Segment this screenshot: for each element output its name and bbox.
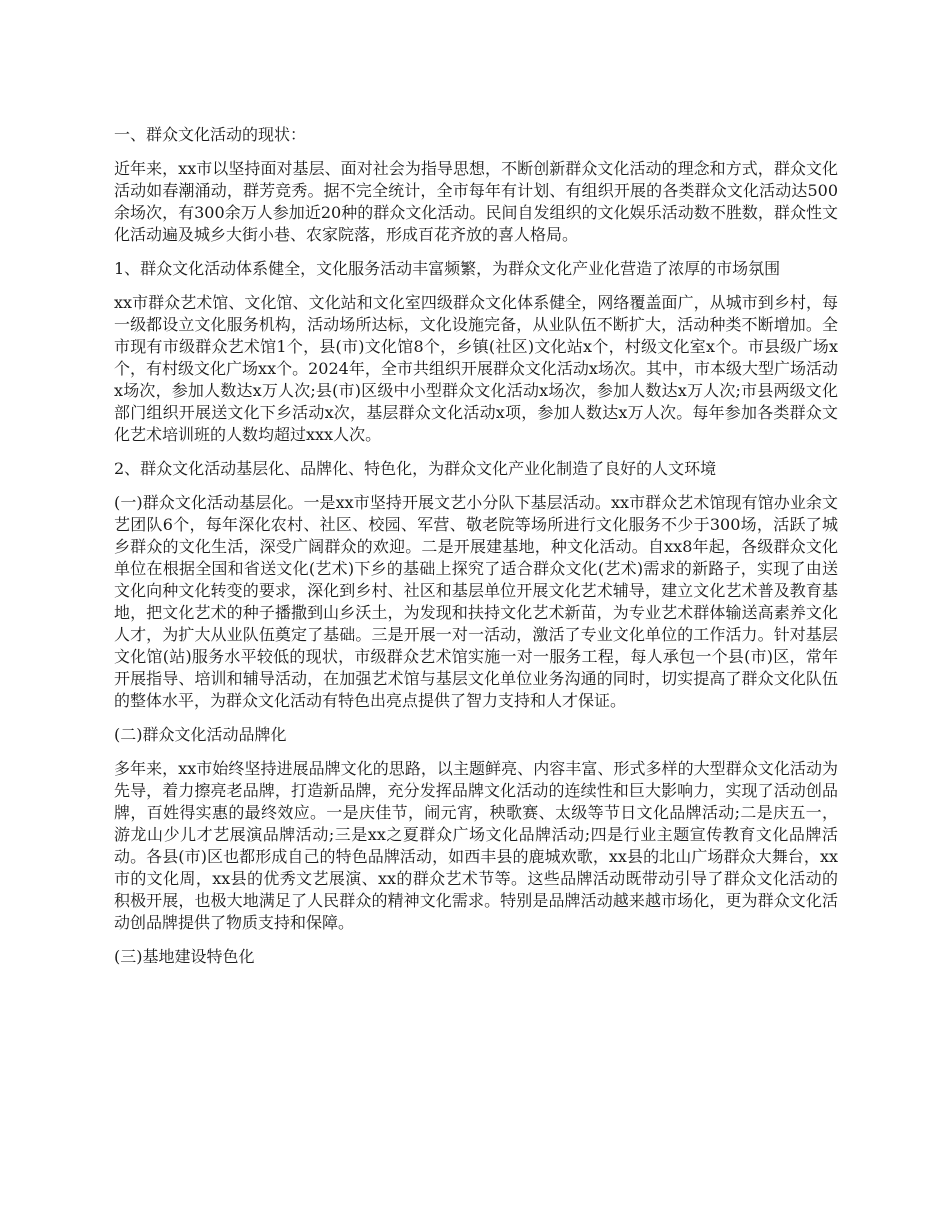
paragraph-intro: 近年来，xx市以坚持面对基层、面对社会为指导思想，不断创新群众文化活动的理念和方式，群众文化活动如春潮涌动，群芳竞秀。据不完全统计，全市每年有计划、有组织开展的各类群众文化活动达500余场次，有300余万人参加近20种的群众文化活动。民间自发组织的文化娱乐活动数不胜数，群众性文化活动遍及城乡大街小巷、农家院落，形成百花齐放的喜人格局。 bbox=[114, 159, 838, 244]
section-heading-current-status: 一、群众文化活动的现状： bbox=[114, 125, 307, 144]
paragraph-grassroots: (一)群众文化活动基层化。一是xx市坚持开展文艺小分队下基层活动。xx市群众艺术馆现有馆办业余文艺团队6个，每年深化农村、社区、校园、军营、敬老院等场所进行文化服务不少于300场，活跃了城乡群众的文化生活，深受广阔群众的欢迎。二是开展建基地，种文化活动。自xx8年起，各级群众文化单位在根据全国和省送文化(艺术)下乡的基础上探究了适合群众文化(艺术)需求的新路子，实现了由送文化向种文化转变的要求，深化到乡村、社区和基层单位开展文化艺术辅导，建立文化艺术普及教育基地，把文化艺术的种子播撒到山乡沃土，为发现和扶持文化艺术新苗，为专业艺术群体输送高素养文化人才，为扩大从业队伍奠定了基础。三是开展一对一活动，激活了专业文化单位的工作活力。针对基层文化馆(站)服务水平较低的现状，市级群众艺术馆实施一对一服务工程，每人承包一个县(市)区，常年开展指导、培训和辅导活动，在加强艺术馆与基层文化单位业务沟通的同时，切实提高了群众文化队伍的整体水平，为群众文化活动有特色出亮点提供了智力支持和人才保证。 bbox=[114, 493, 838, 710]
subheading-base-feature: (三)基地建设特色化 bbox=[114, 947, 255, 966]
subheading-system-complete: 1、群众文化活动体系健全，文化服务活动丰富频繁，为群众文化产业化营造了浓厚的市场氛围 bbox=[114, 259, 781, 278]
paragraph-brand: 多年来，xx市始终坚持进展品牌文化的思路，以主题鲜亮、内容丰富、形式多样的大型群众文化活动为先导，着力擦亮老品牌，打造新品牌，充分发挥品牌文化活动的连续性和巨大影响力，实现了活动创品牌，百姓得实惠的最终效应。一是庆佳节，闹元宵，秧歌赛、太级等节日文化品牌活动;二是庆五一，游龙山少儿才艺展演品牌活动;三是xx之夏群众广场文化品牌活动;四是行业主题宣传教育文化品牌活动。各县(市)区也都形成自己的特色品牌活动，如西丰县的鹿城欢歌，xx县的北山广场群众大舞台，xx市的文化周，xx县的优秀文艺展演、xx的群众艺术节等。这些品牌活动既带动引导了群众文化活动的积极开展，也极大地满足了人民群众的精神文化需求。特别是品牌活动越来越市场化，更为群众文化活动创品牌提供了物质支持和保障。 bbox=[114, 759, 838, 932]
subheading-grassroots-brand-feature: 2、群众文化活动基层化、品牌化、特色化，为群众文化产业化制造了良好的人文环境 bbox=[114, 459, 717, 478]
document-body bbox=[114, 124, 838, 980]
paragraph-system-details: xx市群众艺术馆、文化馆、文化站和文化室四级群众文化体系健全，网络覆盖面广，从城市到乡村，每一级都设立文化服务机构，活动场所达标，文化设施完备，从业队伍不断扩大，活动种类不断增加。全市现有市级群众艺术馆1个，县(市)文化馆8个，乡镇(社区)文化站x个，村级文化室x个。市县级广场x个，有村级文化广场xx个。2024年，全市共组织开展群众文化活动x场次。其中，市本级大型广场活动x场次，参加人数达x万人次;县(市)区级中小型群众文化活动x场次，参加人数达x万人次;市县两级文化部门组织开展送文化下乡活动x次，基层群众文化活动x项，参加人数达x万人次。每年参加各类群众文化艺术培训班的人数均超过xxx人次。 bbox=[114, 293, 838, 444]
subheading-brand: (二)群众文化活动品牌化 bbox=[114, 725, 287, 744]
